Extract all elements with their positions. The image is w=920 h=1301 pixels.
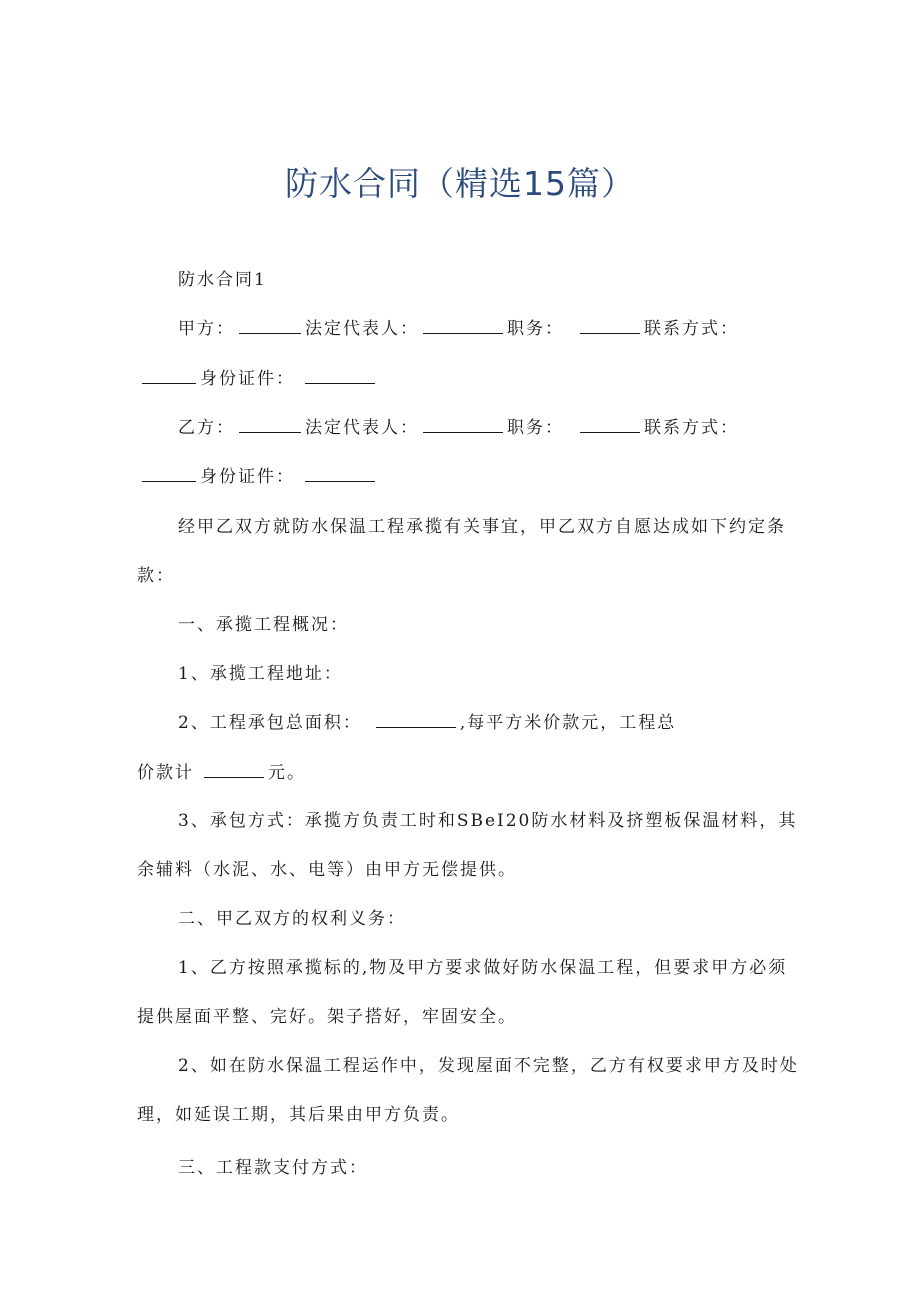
- intro-paragraph-line2: 款：: [137, 566, 175, 586]
- area-blank[interactable]: [376, 713, 456, 728]
- section2-item2-line2: 理，如延误工期，其后果由甲方负责。: [137, 1105, 460, 1125]
- total-price-blank[interactable]: [204, 763, 264, 778]
- section1-item3-line1: 3、承包方式：承揽方负责工时和SBeI20防水材料及挤塑板保温材料，其: [178, 811, 798, 831]
- party-b-rep-label: 法定代表人：: [305, 418, 419, 438]
- section1-item3-line2: 余辅料（水泥、水、电等）由甲方无偿提供。: [137, 860, 517, 880]
- total-price-unit: 元。: [268, 763, 306, 783]
- section1-item1: 1、承揽工程地址：: [178, 664, 343, 684]
- party-b-contact-label: 联系方式：: [644, 418, 739, 438]
- total-price-label: 价款计: [137, 763, 194, 783]
- party-a-rep-blank[interactable]: [423, 319, 503, 334]
- intro-paragraph-line1: 经甲乙双方就防水保温工程承揽有关事宜，甲乙双方自愿达成如下约定条: [178, 517, 786, 537]
- area-label: 2、工程承包总面积：: [178, 713, 362, 733]
- party-a-contact-blank[interactable]: [142, 369, 196, 384]
- party-a-post-label: 职务：: [507, 319, 564, 339]
- party-a-id-label: 身份证件：: [200, 369, 295, 389]
- section2-item1-line1: 1、乙方按照承揽标的,物及甲方要求做好防水保温工程，但要求甲方必须: [178, 958, 788, 978]
- party-a-contact-label: 联系方式：: [644, 319, 739, 339]
- party-b-label: 乙方：: [178, 418, 235, 438]
- section2-heading: 二、甲乙双方的权利义务：: [178, 909, 406, 929]
- party-a-label: 甲方：: [178, 319, 235, 339]
- price-text: ,每平方米价款元，工程总: [459, 713, 677, 733]
- party-b-line: [178, 418, 739, 438]
- section2-item1-line2: 提供屋面平整、完好。架子搭好，牢固安全。: [137, 1007, 517, 1027]
- party-b-contact-blank[interactable]: [142, 467, 196, 482]
- party-a-post-blank[interactable]: [580, 319, 640, 334]
- party-a-rep-label: 法定代表人：: [305, 319, 419, 339]
- party-b-post-blank[interactable]: [580, 418, 640, 433]
- section1-item2-line1: [178, 713, 676, 733]
- party-a-id-blank[interactable]: [305, 369, 375, 384]
- party-a-id-line: [142, 369, 379, 389]
- party-b-id-line: [142, 467, 379, 487]
- section3-heading: 三、工程款支付方式：: [178, 1158, 368, 1178]
- party-b-rep-blank[interactable]: [423, 418, 503, 433]
- document-title: 防水合同（精选15篇）: [285, 164, 635, 203]
- section1-heading: 一、承揽工程概况：: [178, 615, 349, 635]
- section2-item2-line1: 2、如在防水保温工程运作中，发现屋面不完整，乙方有权要求甲方及时处: [178, 1056, 799, 1076]
- party-b-post-label: 职务：: [507, 418, 564, 438]
- party-b-id-label: 身份证件：: [200, 467, 295, 487]
- party-a-line: [178, 319, 739, 339]
- section1-item2-line2: [137, 763, 306, 783]
- party-a-name-blank[interactable]: [239, 319, 301, 334]
- party-b-id-blank[interactable]: [305, 467, 375, 482]
- party-b-name-blank[interactable]: [239, 418, 301, 433]
- section-heading: 防水合同1: [178, 270, 267, 290]
